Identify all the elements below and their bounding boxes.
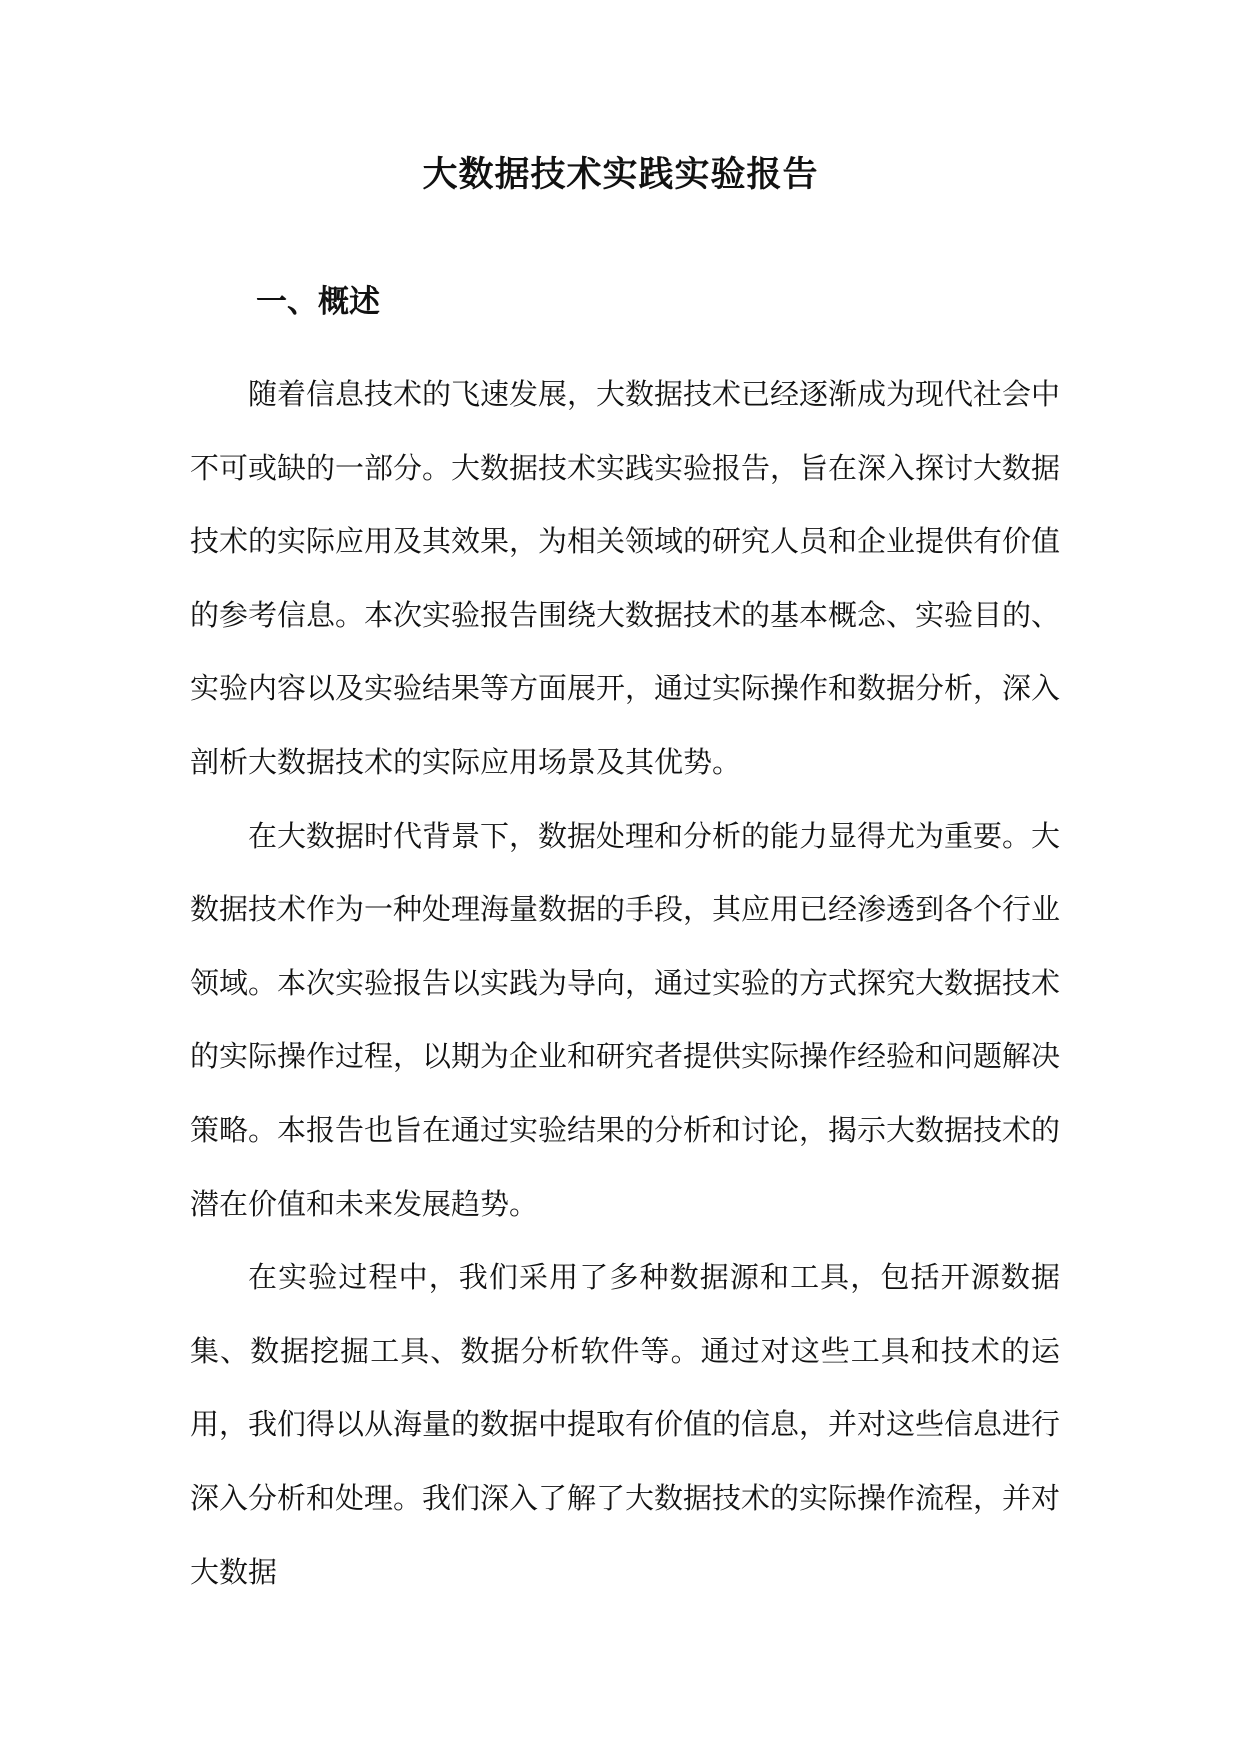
document-title: 大数据技术实践实验报告: [422, 154, 819, 195]
body-text: [190, 358, 1060, 1609]
section-heading-overview: 一、概述: [256, 284, 380, 320]
paragraph: 在实验过程中，我们采用了多种数据源和工具，包括开源数据集、数据挖掘工具、数据分析软件等。通过对这些工具和技术的运用，我们得以从海量的数据中提取有价值的信息，并对这些信息进行深入分析和处理。我们深入了解了大数据技术的实际操作流程，并对大数据: [190, 1260, 1061, 1589]
paragraph: 在大数据时代背景下，数据处理和分析的能力显得尤为重要。大数据技术作为一种处理海量数据的手段，其应用已经渗透到各个行业领域。本次实验报告以实践为导向，通过实验的方式探究大数据技术的实际操作过程，以期为企业和研究者提供实际操作经验和问题解决策略。本报告也旨在通过实验结果的分析和讨论，揭示大数据技术的潜在价值和未来发展趋势。: [190, 818, 1061, 1221]
paragraph: 随着信息技术的飞速发展，大数据技术已经逐渐成为现代社会中不可或缺的一部分。大数据技术实践实验报告，旨在深入探讨大数据技术的实际应用及其效果，为相关领域的研究人员和企业提供有价值的参考信息。本次实验报告围绕大数据技术的基本概念、实验目的、实验内容以及实验结果等方面展开，通过实际操作和数据分析，深入剖析大数据技术的实际应用场景及其优势。: [190, 377, 1061, 779]
